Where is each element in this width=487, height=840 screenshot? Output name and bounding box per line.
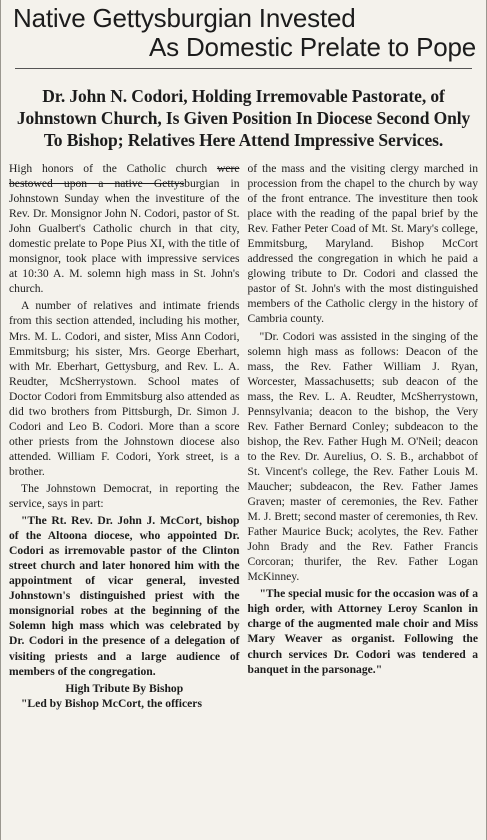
right-column [248,161,479,713]
paragraph: The Johnstown Democrat, in reporting the service, says in part: [9,481,240,511]
paragraph-text: High honors of the Catholic church [9,162,217,175]
paragraph: A number of relatives and intimate friends from this section attended, including his mother, Mrs. M. L. Codori, and sister, Miss Ann Codori, Emmitsburg; his sister, Mrs. George Eberhart, with Mr. Eberhart, Gettysburg, and Rev. L. A. Reudter, McSherrystown. School mates of Doctor Codori from Emmitsburg also attended as did two brothers from Pittsburgh, Dr. Simon J. Codori and Leo B. Codori. More than a score other priests from the Johnstown diocese also attended. William F. Codori, York street, is a brother. [9,299,240,478]
deck-subheadline: Dr. John N. Codori, Holding Irremovable Pastorate, of Johnstown Church, Is Given Position In Diocese Second Only To Bishop; Relatives Here Attend Impressive Services. [16,86,471,150]
article-body [9,161,478,713]
headline-line-1: Native Gettysburgian Invested [13,3,356,33]
paragraph-quote: "Led by Bishop McCort, the officers [21,696,202,710]
paragraph-quote: "The Rt. Rev. Dr. John J. McCort, bishop of the Altoona diocese, who appointed Dr. Codori as irremovable pastor of the Clinton street church and later honored him with the appointment of vicar general, invested Johnstown's distinguished priest with the monsignorial robes at the beginning of the Solemn high mass which was celebrated by Dr. Codori in the presence of a delegation of visiting priests and a large audience of members of the congregation. [9,514,240,678]
struck-text: were bestowed upon a native Gettys [9,162,240,191]
left-column [9,161,240,713]
paragraph-text: burgian in Johnstown Sunday when the investiture of the Rev. Dr. Monsignor John N. Codori, pastor of St. John Gualbert's Catholic church in that city, domestic prelate to Pope Pius XI, with the title of monsignor, took place with impressive services at 10:30 A. M. solemn high mass in St. John's church. [9,177,240,296]
paragraph: of the mass and the visiting clergy marched in procession from the chapel to the church by way of the front entrance. The investiture then took place with the reading of the papal brief by the Rev. Father Peter Coad of Mt. St. Mary's college, Emmitsburg, Maryland. Bishop McCort addressed the congregation in which he paid a glowing tribute to Dr. Codori and classed the pastor of St. John's with the most distinguished members of the Catholic clergy in the history of Cambria county. [247,162,478,326]
paragraph: "Dr. Codori was assisted in the singing of the solemn high mass as follows: Deacon of the mass, the Rev. Father William J. Ryan, Worcester, Massachusetts; sub deacon of the mass, the Rev. L. A. Reudter, McSherrystown, Pennsylvania; deacon to the bishop, the Very Rev. Father Bernard Conley; subdeacon to the bishop, the Rev. Father Hugh M. O'Neil; deacon to the Rev. Dr. Aurelius, O. S. B., archabbot of St. Vincent's college, the Rev. Father Louis M. Maucher; subdeacon, the Rev. Father James Graven; master of ceremonies, the Rev. Father M. J. Brett; second master of ceremonies, th Rev. Father Maurice Buck; acolytes, the Rev. Father John Brady and the Rev. Father Francis Corcoran; thurifer, the Rev. Father Logan McKinney. [247,329,478,584]
paragraph [9,161,240,296]
headline-divider [15,68,472,69]
section-subhead: High Tribute By Bishop [65,681,184,695]
headline-line-2: As Domestic Prelate to Pope [149,32,476,62]
paragraph-quote: "The special music for the occasion was of a high order, with Attorney Leroy Scanlon in charge of the augmented male choir and Miss Mary Weaver as organist. Following the church services Dr. Codori was tendered a banquet in the parsonage." [247,587,478,676]
